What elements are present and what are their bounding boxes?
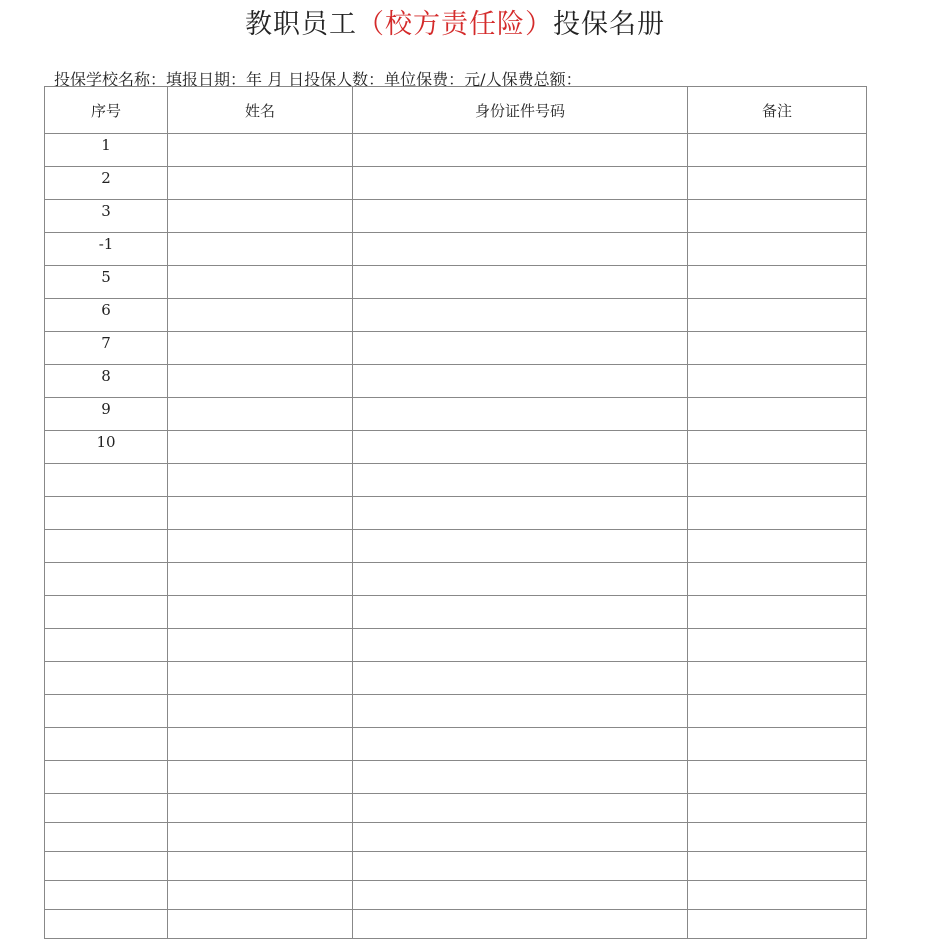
remarks-cell <box>688 200 867 233</box>
id-number-cell <box>353 200 688 233</box>
name-cell <box>168 365 353 398</box>
name-cell <box>168 200 353 233</box>
title-prefix: 教职员工 <box>245 9 357 40</box>
table-row <box>45 134 867 167</box>
header-name: 姓名 <box>168 87 353 134</box>
title-suffix: 投保名册 <box>553 9 665 40</box>
header-remarks: 备注 <box>688 87 867 134</box>
name-cell <box>168 266 353 299</box>
table-row <box>45 794 867 823</box>
remarks-cell <box>688 134 867 167</box>
table-row <box>45 464 867 497</box>
id-number-cell <box>353 497 688 530</box>
remarks-cell <box>688 167 867 200</box>
name-cell <box>168 728 353 761</box>
remarks-cell <box>688 662 867 695</box>
serial-cell <box>45 852 168 881</box>
table-row <box>45 662 867 695</box>
id-number-cell <box>353 910 688 939</box>
serial-cell: 9 <box>45 398 168 431</box>
name-cell <box>168 823 353 852</box>
remarks-cell <box>688 332 867 365</box>
name-cell <box>168 299 353 332</box>
id-number-cell <box>353 728 688 761</box>
name-cell <box>168 563 353 596</box>
name-cell <box>168 233 353 266</box>
id-number-cell <box>353 332 688 365</box>
serial-cell <box>45 563 168 596</box>
remarks-cell <box>688 596 867 629</box>
name-cell <box>168 167 353 200</box>
remarks-cell <box>688 823 867 852</box>
id-number-cell <box>353 852 688 881</box>
name-cell <box>168 464 353 497</box>
id-number-cell <box>353 134 688 167</box>
remarks-cell <box>688 910 867 939</box>
remarks-cell <box>688 695 867 728</box>
name-cell <box>168 910 353 939</box>
id-number-cell <box>353 167 688 200</box>
name-cell <box>168 852 353 881</box>
name-cell <box>168 761 353 794</box>
serial-cell: -1 <box>45 233 168 266</box>
serial-cell <box>45 910 168 939</box>
id-number-cell <box>353 233 688 266</box>
remarks-cell <box>688 266 867 299</box>
id-number-cell <box>353 464 688 497</box>
serial-cell <box>45 629 168 662</box>
id-number-cell <box>353 794 688 823</box>
table-row <box>45 266 867 299</box>
name-cell <box>168 794 353 823</box>
table-row <box>45 881 867 910</box>
table-row <box>45 596 867 629</box>
serial-cell: 1 <box>45 134 168 167</box>
remarks-cell <box>688 464 867 497</box>
table-row <box>45 200 867 233</box>
table-row <box>45 728 867 761</box>
serial-cell <box>45 761 168 794</box>
table-row <box>45 431 867 464</box>
id-number-cell <box>353 266 688 299</box>
page-title <box>0 2 910 41</box>
serial-cell <box>45 662 168 695</box>
id-number-cell <box>353 761 688 794</box>
serial-cell <box>45 823 168 852</box>
header-id-number: 身份证件号码 <box>353 87 688 134</box>
roster-body <box>45 134 867 939</box>
form-info-line: 投保学校名称：填报日期：年 月 日投保人数：单位保费：元/人保费总额： <box>54 70 582 89</box>
serial-cell <box>45 530 168 563</box>
serial-cell <box>45 695 168 728</box>
serial-cell: 3 <box>45 200 168 233</box>
header-row <box>45 87 867 134</box>
name-cell <box>168 497 353 530</box>
id-number-cell <box>353 881 688 910</box>
id-number-cell <box>353 365 688 398</box>
table-row <box>45 563 867 596</box>
table-row <box>45 299 867 332</box>
name-cell <box>168 695 353 728</box>
name-cell <box>168 629 353 662</box>
table-row <box>45 365 867 398</box>
header-serial: 序号 <box>45 87 168 134</box>
remarks-cell <box>688 881 867 910</box>
serial-cell <box>45 794 168 823</box>
name-cell <box>168 662 353 695</box>
remarks-cell <box>688 299 867 332</box>
serial-cell <box>45 728 168 761</box>
table-row <box>45 530 867 563</box>
table-row <box>45 761 867 794</box>
id-number-cell <box>353 662 688 695</box>
serial-cell: 10 <box>45 431 168 464</box>
table-row <box>45 910 867 939</box>
serial-cell: 2 <box>45 167 168 200</box>
table-row <box>45 398 867 431</box>
table-row <box>45 823 867 852</box>
id-number-cell <box>353 431 688 464</box>
remarks-cell <box>688 431 867 464</box>
id-number-cell <box>353 695 688 728</box>
title-highlight: （校方责任险） <box>357 9 553 40</box>
table-row <box>45 332 867 365</box>
name-cell <box>168 881 353 910</box>
remarks-cell <box>688 398 867 431</box>
serial-cell: 6 <box>45 299 168 332</box>
table-row <box>45 852 867 881</box>
table-row <box>45 497 867 530</box>
name-cell <box>168 530 353 563</box>
roster-table <box>44 86 867 939</box>
id-number-cell <box>353 299 688 332</box>
remarks-cell <box>688 233 867 266</box>
name-cell <box>168 596 353 629</box>
serial-cell: 7 <box>45 332 168 365</box>
name-cell <box>168 332 353 365</box>
id-number-cell <box>353 563 688 596</box>
id-number-cell <box>353 398 688 431</box>
id-number-cell <box>353 596 688 629</box>
remarks-cell <box>688 852 867 881</box>
serial-cell: 8 <box>45 365 168 398</box>
serial-cell <box>45 497 168 530</box>
remarks-cell <box>688 530 867 563</box>
remarks-cell <box>688 794 867 823</box>
table-row <box>45 167 867 200</box>
table-row <box>45 629 867 662</box>
name-cell <box>168 398 353 431</box>
serial-cell: 5 <box>45 266 168 299</box>
remarks-cell <box>688 728 867 761</box>
id-number-cell <box>353 530 688 563</box>
name-cell <box>168 431 353 464</box>
remarks-cell <box>688 761 867 794</box>
table-row <box>45 233 867 266</box>
serial-cell <box>45 464 168 497</box>
remarks-cell <box>688 365 867 398</box>
serial-cell <box>45 596 168 629</box>
id-number-cell <box>353 629 688 662</box>
serial-cell <box>45 881 168 910</box>
table-row <box>45 695 867 728</box>
remarks-cell <box>688 497 867 530</box>
remarks-cell <box>688 563 867 596</box>
remarks-cell <box>688 629 867 662</box>
id-number-cell <box>353 823 688 852</box>
name-cell <box>168 134 353 167</box>
